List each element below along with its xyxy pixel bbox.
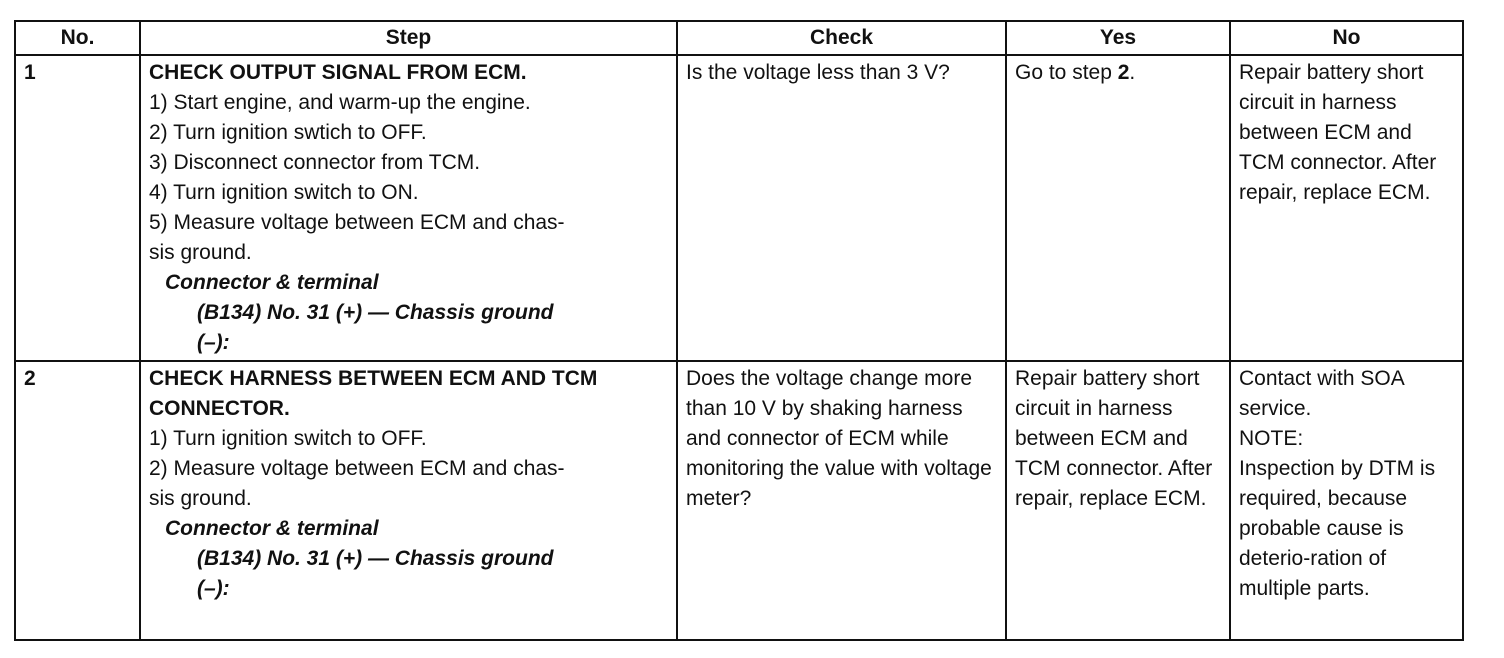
header-no-result: No — [1230, 21, 1463, 55]
header-yes: Yes — [1006, 21, 1230, 55]
step-title: CHECK OUTPUT SIGNAL FROM ECM. — [149, 61, 527, 84]
connector-label: Connector & terminal — [165, 517, 379, 540]
step-line: 5) Measure voltage between ECM and chas- — [149, 211, 565, 234]
yes-cell: Repair battery short circuit in harness between ECM and TCM connector. After repair, replace ECM. — [1006, 361, 1230, 640]
note-label: NOTE: — [1239, 427, 1304, 450]
header-row — [15, 21, 1463, 55]
row-number: 2 — [15, 361, 140, 640]
no-cell: Repair battery short circuit in harness between ECM and TCM connector. After repair, replace ECM. — [1230, 55, 1463, 361]
step-cell — [140, 55, 677, 361]
header-step: Step — [140, 21, 677, 55]
check-cell: Is the voltage less than 3 V? — [677, 55, 1006, 361]
diagnostic-table — [14, 20, 1464, 641]
step-line: 2) Turn ignition swtich to OFF. — [149, 121, 427, 144]
terminal-line: (B134) No. 31 (+) — Chassis ground — [197, 301, 554, 324]
step-line: 2) Measure voltage between ECM and chas- — [149, 457, 565, 480]
yes-suffix: . — [1129, 61, 1136, 84]
step-line: 4) Turn ignition switch to ON. — [149, 181, 419, 204]
table-row — [15, 55, 1463, 361]
terminal-line: (–): — [197, 577, 230, 600]
check-cell: Does the voltage change more than 10 V by shaking harness and connector of ECM while monitoring the value with voltage meter? — [677, 361, 1006, 640]
step-line: 3) Disconnect connector from TCM. — [149, 151, 481, 174]
header-no: No. — [15, 21, 140, 55]
step-reference: 2 — [1117, 61, 1130, 84]
connector-label: Connector & terminal — [165, 271, 379, 294]
yes-cell — [1006, 55, 1230, 361]
step-line: 1) Turn ignition switch to OFF. — [149, 427, 427, 450]
header-check: Check — [677, 21, 1006, 55]
terminal-line: (–): — [197, 331, 230, 354]
no-cell — [1230, 361, 1463, 640]
yes-prefix: Go to step — [1015, 61, 1118, 84]
row-number: 1 — [15, 55, 140, 361]
note-text: Inspection by DTM is required, because probable cause is deterio-ration of multiple parts. — [1239, 457, 1436, 600]
step-cell — [140, 361, 677, 640]
step-line: sis ground. — [149, 487, 252, 510]
terminal-line: (B134) No. 31 (+) — Chassis ground — [197, 547, 554, 570]
no-line: Contact with SOA service. — [1239, 367, 1404, 420]
step-line: sis ground. — [149, 241, 252, 264]
step-title: CHECK HARNESS BETWEEN ECM AND TCM CONNECTOR. — [149, 367, 598, 420]
table-row — [15, 361, 1463, 640]
step-line: 1) Start engine, and warm-up the engine. — [149, 91, 531, 114]
